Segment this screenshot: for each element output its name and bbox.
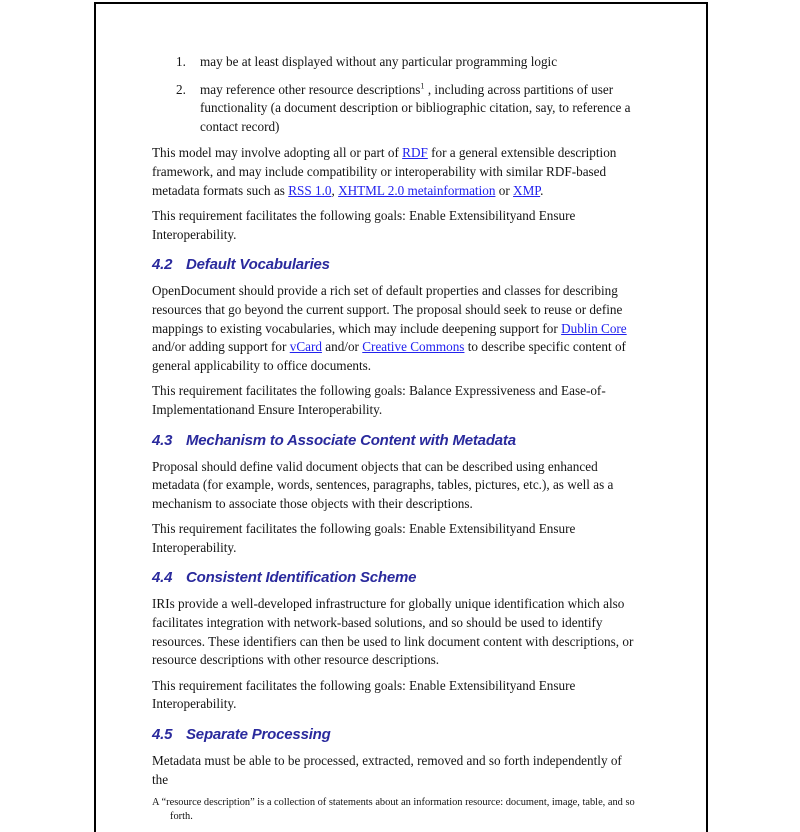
paragraph-model-rdf (152, 144, 636, 200)
section-heading-4-5 (152, 726, 636, 744)
section-title: Consistent Identification Scheme (186, 569, 417, 587)
list-item-2 (152, 81, 636, 137)
page-content (152, 53, 636, 823)
requirements-numbered-list (152, 53, 636, 136)
section-title: Mechanism to Associate Content with Metadata (186, 431, 516, 449)
text-run: or (495, 182, 514, 198)
section-heading-4-3 (152, 432, 636, 450)
section-title: Default Vocabularies (186, 256, 330, 274)
goals-statement-43: This requirement facilitates the following goals: Enable Extensibilityand Ensure Interoperability. (152, 521, 576, 555)
text-run: for a general extensible description framework, and may include compatibility or interoperability with similar RDF-based metadata formats such as (152, 145, 617, 198)
goals-statement-44: This requirement facilitates the following goals: Enable Extensibilityand Ensure Interoperability. (152, 677, 576, 712)
text-run: may be at least displayed without any particular programming logic (200, 54, 558, 69)
section-heading-4-4 (152, 569, 636, 587)
hyperlink[interactable]: vCard (289, 339, 322, 355)
section-number: 4.4 (152, 569, 173, 587)
paragraph-default-vocabularies (152, 282, 636, 375)
hyperlink[interactable]: RDF (402, 145, 428, 161)
text-run: to describe specific content of general applicability to office documents. (152, 339, 626, 373)
text-run: This model may involve adopting all or part of (152, 145, 403, 161)
section-heading-4-2 (152, 256, 636, 274)
paragraph-separate-processing: Metadata must be able to be processed, extracted, removed and so forth independently of the (152, 753, 622, 787)
section-number: 4.2 (152, 256, 173, 274)
section-title: Separate Processing (186, 726, 331, 744)
hyperlink[interactable]: Creative Commons (362, 339, 465, 355)
text-run: OpenDocument should provide a rich set of default properties and classes for describing resources that go beyond the current support. The proposal should seek to reuse or define mappings to existing vocabularies, which may include deepening support for (152, 283, 623, 336)
hyperlink[interactable]: XHTML 2.0 metainformation (338, 182, 496, 198)
paragraph-mechanism: Proposal should define valid document objects that can be described using enhanced metadata (for example, words, sentences, paragraphs, tables, pictures, etc.), as well as a mechanism to associate those objects with their descriptions. (152, 458, 614, 511)
section-number: 4.3 (152, 431, 173, 449)
document-page (94, 2, 708, 832)
list-item-1 (152, 53, 636, 72)
footnote-reference: 1 (420, 81, 425, 91)
text-run: , including across partitions of user functionality (a document description or bibliographic citation, say, to reference a contact record) (200, 81, 631, 134)
list-item-number: 1. (176, 54, 186, 69)
text-run: may reference other resource descriptions (200, 81, 421, 97)
list-item-number: 2. (176, 81, 186, 97)
text-run: and/or (321, 339, 363, 355)
footnote-resource-description: A “resource description” is a collection of statements about an information resource: document, image, table, and so forth. (152, 797, 635, 822)
goals-statement-41: This requirement facilitates the following goals: Enable Extensibilityand Ensure Interoperability. (152, 208, 576, 242)
section-number: 4.5 (152, 726, 173, 744)
list-item-text (200, 54, 557, 69)
paragraph-iri-identification: IRIs provide a well-developed infrastructure for globally unique identification which also facilitates integration with network-based solutions, and so should be used to identify resources. These identifiers can then be used to link document content with descriptions, or resource descriptions with other resource descriptions. (152, 596, 634, 668)
text-run: and/or adding support for (152, 339, 290, 355)
text-run: , (331, 182, 339, 198)
list-item-text (200, 82, 631, 134)
hyperlink[interactable]: Dublin Core (561, 320, 627, 336)
hyperlink[interactable]: XMP (513, 182, 541, 198)
goals-statement-42: This requirement facilitates the following goals: Balance Expressiveness and Ease-of-Implementationand Ensure Interoperability. (152, 383, 606, 417)
hyperlink[interactable]: RSS 1.0 (288, 182, 332, 198)
text-run: . (540, 182, 544, 198)
